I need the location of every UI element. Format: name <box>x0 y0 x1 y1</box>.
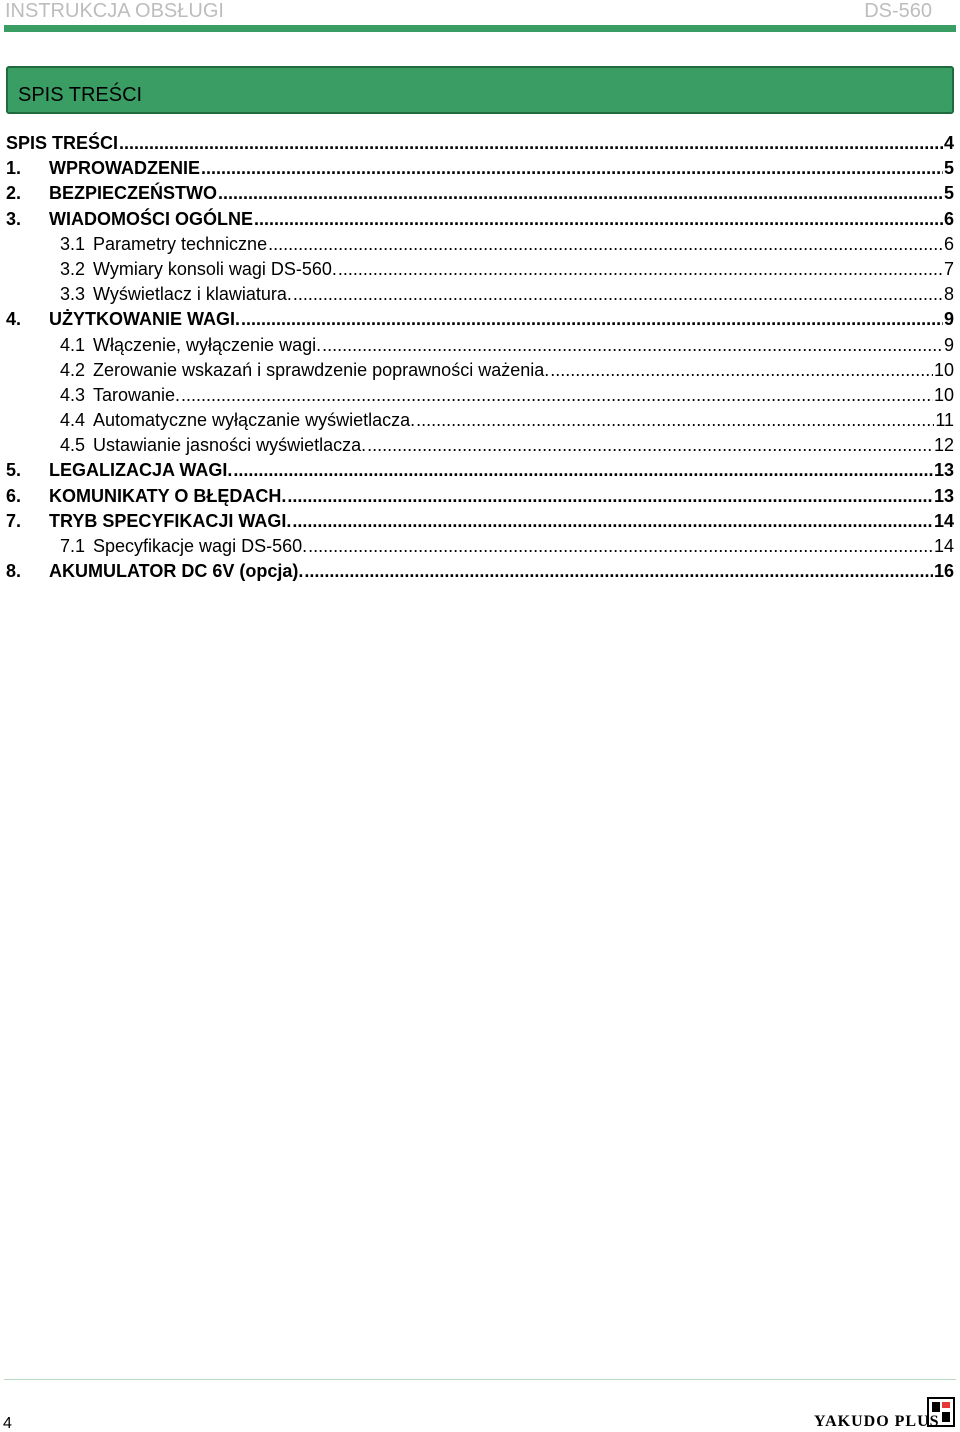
toc-entry[interactable] <box>6 307 954 332</box>
toc-entry[interactable] <box>6 433 954 458</box>
toc-leader-dots <box>304 559 933 584</box>
toc-entry-number: 6. <box>6 485 22 506</box>
header-rule <box>4 25 956 32</box>
logo-mark-icon <box>926 1396 956 1428</box>
toc-entry-page: 9 <box>943 334 954 355</box>
toc-entry[interactable] <box>6 257 954 282</box>
toc-entry-title: Wymiary konsoli wagi DS-560. <box>93 258 337 279</box>
toc-entry-page: 10 <box>933 384 954 405</box>
toc-leader-dots <box>201 156 943 181</box>
toc-entry-number: 3.3 <box>59 284 85 305</box>
toc-leader-dots <box>292 509 933 534</box>
toc-entry-number: 4.2 <box>59 359 85 380</box>
toc-leader-dots <box>322 333 943 358</box>
toc-entry-number: 4.4 <box>59 410 85 431</box>
section-banner <box>6 66 954 114</box>
toc-entry[interactable] <box>6 282 954 307</box>
toc-entry-title: WPROWADZENIE <box>49 158 200 179</box>
toc-entry-title: Włączenie, wyłączenie wagi. <box>93 334 322 355</box>
toc-entry-title: Wyświetlacz i klawiatura. <box>93 284 292 305</box>
toc-entry-title: Parametry techniczne <box>93 233 268 254</box>
toc-entry-title: SPIS TREŚCI <box>6 133 119 153</box>
toc-entry-page: 7 <box>943 258 954 279</box>
toc-entry-page: 12 <box>933 435 954 456</box>
toc-entry[interactable] <box>6 534 954 559</box>
toc-entry-number: 4.3 <box>59 384 85 405</box>
toc-entry-page: 16 <box>933 561 954 582</box>
toc-entry-number: 4.5 <box>59 435 85 456</box>
toc-leader-dots <box>293 282 943 307</box>
toc-entry-page: 10 <box>933 359 954 380</box>
toc-entry-title: UŻYTKOWANIE WAGI. <box>49 309 240 330</box>
toc-entry-title: LEGALIZACJA WAGI. <box>49 460 233 481</box>
page-number: 4 <box>3 1415 12 1432</box>
toc-entry-page: 4 <box>943 133 954 153</box>
toc-entry-page: 13 <box>933 460 954 481</box>
toc-entry-page: 5 <box>943 183 954 204</box>
toc-leader-dots <box>181 383 933 408</box>
toc-entry-title: WIADOMOŚCI OGÓLNE <box>49 208 253 229</box>
toc-entry[interactable] <box>6 181 954 206</box>
toc-entry-number: 5. <box>6 460 22 481</box>
toc-entry-number: 7. <box>6 510 22 531</box>
toc-entry[interactable] <box>6 131 954 156</box>
toc-entry-page: 9 <box>943 309 954 330</box>
toc-leader-dots <box>308 534 933 559</box>
toc-entry-title: KOMUNIKATY O BŁĘDACH. <box>49 485 287 506</box>
header-model-name: DS-560 <box>864 0 932 22</box>
toc-entry-number: 4.1 <box>59 334 85 355</box>
toc-leader-dots <box>416 408 934 433</box>
table-of-contents <box>6 131 954 584</box>
toc-entry-title: BEZPIECZEŃSTWO <box>49 183 218 204</box>
toc-entry-page: 13 <box>933 485 954 506</box>
toc-entry-title: Tarowanie. <box>93 384 181 405</box>
toc-entry[interactable] <box>6 484 954 509</box>
toc-entry-page: 8 <box>943 284 954 305</box>
toc-entry[interactable] <box>6 156 954 181</box>
toc-entry[interactable] <box>6 333 954 358</box>
toc-entry-title: Automatyczne wyłączanie wyświetlacza. <box>93 410 416 431</box>
toc-entry-number: 2. <box>6 183 22 204</box>
toc-entry-title: AKUMULATOR DC 6V (opcja). <box>49 561 304 582</box>
toc-entry-title: TRYB SPECYFIKACJI WAGI. <box>49 510 292 531</box>
toc-entry-page: 5 <box>943 158 954 179</box>
toc-entry[interactable] <box>6 458 954 483</box>
toc-entry[interactable] <box>6 207 954 232</box>
toc-entry[interactable] <box>6 232 954 257</box>
toc-entry-number: 3. <box>6 208 22 229</box>
header-document-title: INSTRUKCJA OBSŁUGI <box>5 0 224 22</box>
toc-leader-dots <box>268 232 943 257</box>
toc-entry[interactable] <box>6 408 954 433</box>
toc-entry-number: 8. <box>6 561 22 582</box>
logo-text: YAKUDO PLUS <box>814 1413 940 1430</box>
toc-entry-number: 4. <box>6 309 22 330</box>
toc-leader-dots <box>218 181 943 206</box>
toc-leader-dots <box>550 358 933 383</box>
toc-entry[interactable] <box>6 559 954 584</box>
toc-entry-title: Ustawianie jasności wyświetlacza. <box>93 435 367 456</box>
toc-leader-dots <box>233 458 933 483</box>
toc-entry-page: 6 <box>943 233 954 254</box>
toc-entry-number: 3.1 <box>59 233 85 254</box>
footer-rule <box>4 1379 956 1380</box>
toc-leader-dots <box>254 207 943 232</box>
toc-leader-dots <box>367 433 933 458</box>
toc-leader-dots <box>119 131 943 156</box>
toc-entry[interactable] <box>6 358 954 383</box>
toc-entry-page: 11 <box>935 410 954 431</box>
toc-entry[interactable] <box>6 509 954 534</box>
toc-entry-title: Specyfikacje wagi DS-560. <box>93 536 308 556</box>
toc-entry-page: 14 <box>933 510 954 531</box>
toc-entry-number: 7.1 <box>59 536 85 556</box>
toc-entry-number: 1. <box>6 158 22 179</box>
toc-leader-dots <box>287 484 933 509</box>
section-title: SPIS TREŚCI <box>18 84 143 106</box>
toc-entry-page: 14 <box>933 536 954 556</box>
toc-leader-dots <box>241 307 943 332</box>
toc-entry[interactable] <box>6 383 954 408</box>
company-logo <box>814 1408 956 1430</box>
toc-entry-page: 6 <box>943 208 954 229</box>
toc-entry-title: Zerowanie wskazań i sprawdzenie poprawności ważenia. <box>93 359 550 380</box>
toc-leader-dots <box>338 257 943 282</box>
toc-entry-number: 3.2 <box>59 258 85 279</box>
